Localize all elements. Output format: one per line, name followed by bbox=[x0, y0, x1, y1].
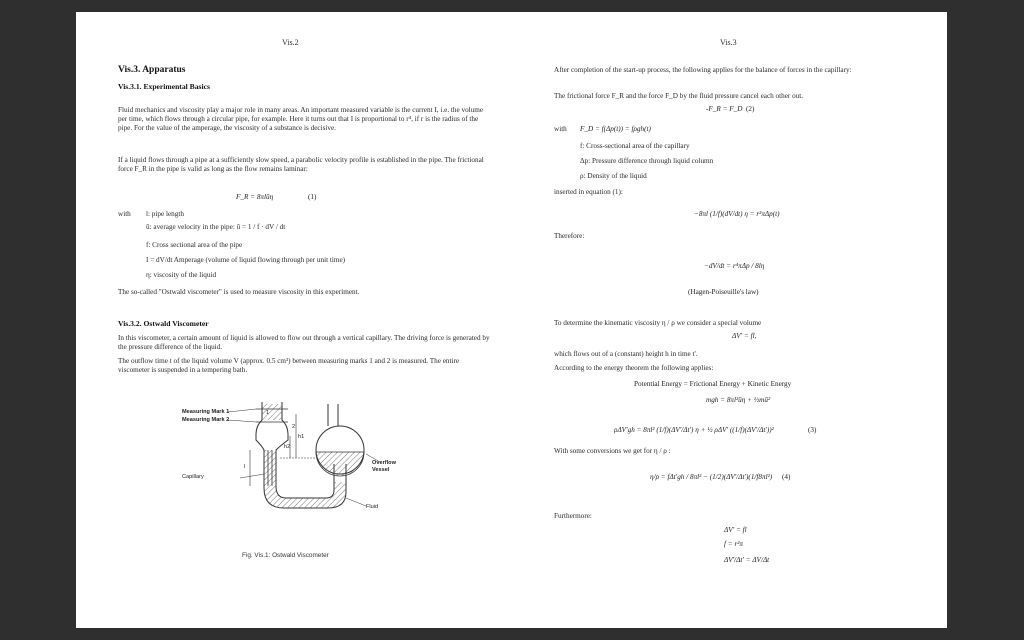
definition: l: pipe length bbox=[146, 210, 184, 218]
energy-equation: mgh = 8πl²ūη + ½mū² bbox=[706, 396, 771, 404]
relation: f = r²π bbox=[724, 540, 743, 548]
h2-label: h2 bbox=[284, 444, 291, 450]
equation-number: (1) bbox=[308, 193, 317, 201]
mark-2-digit: 2 bbox=[292, 424, 296, 430]
equation-number: (2) bbox=[746, 105, 755, 113]
paragraph: which flows out of a (constant) height h in time t'. bbox=[554, 350, 698, 358]
hagen-poiseuille-label: (Hagen-Poiseuille's law) bbox=[688, 288, 759, 296]
volume-equation: ΔV' = fl, bbox=[732, 332, 757, 340]
relation: ΔV'/Δt' = ΔV/Δt bbox=[724, 556, 770, 564]
definition: Δp: Pressure difference through liquid column bbox=[580, 157, 714, 165]
definition: I = dV/dt Amperage (volume of liquid flowing through per unit time) bbox=[146, 256, 346, 264]
measuring-mark-1-label: Measuring Mark 1 bbox=[182, 409, 230, 415]
therefore-label: Therefore: bbox=[554, 232, 585, 240]
subsection-title: Vis.3.1. Experimental Basics bbox=[118, 82, 210, 91]
equation-1: F_R = 8πlūη bbox=[236, 193, 274, 201]
paragraph: With some conversions we get for η / ρ : bbox=[554, 447, 671, 455]
overflow-vessel-label: Overflow Vessel bbox=[372, 460, 396, 473]
page-header-right: Vis.3 bbox=[720, 38, 737, 47]
mark-1-digit: 1 bbox=[266, 410, 270, 416]
section-title: Vis.3.2. Ostwald Viscometer bbox=[118, 319, 209, 328]
figure-caption: Fig. Vis.1: Ostwald Viscometer bbox=[242, 552, 329, 559]
hagen-poiseuille-equation: −dV/dt = r⁴πΔp / 8lη bbox=[704, 262, 765, 270]
definition: ū: average velocity in the pipe: ū = 1 / f · dV / dt bbox=[146, 223, 286, 231]
equation-3: ρΔV'gh = 8πl² (1/f)(ΔV'/Δt') η + ½ ρΔV' ((1/f)(ΔV'/Δt'))² bbox=[614, 426, 774, 434]
paragraph: The so-called "Ostwald viscometer" is used to measure viscosity in this experiment. bbox=[118, 288, 360, 296]
relation: ΔV' = fl bbox=[724, 526, 747, 534]
paragraph: Fluid mechanics and viscosity play a major role in many areas. An important measured variable is the current I, i.e. the volume per time, which flows through a circular pipe, for example. Here it turns out that I is proportional to r⁴, if r is the radius of the pipe. For the value of the amperage, the viscosity of a substance is decisive. bbox=[118, 106, 484, 132]
paragraph: The frictional force F_R and the force F_D by the fluid pressure cancel each other out. bbox=[554, 92, 804, 100]
equation-number: (3) bbox=[808, 426, 817, 434]
page-header-left: Vis.2 bbox=[282, 38, 299, 47]
with-label: with bbox=[554, 125, 567, 133]
paragraph: After completion of the start-up process, the following applies for the balance of forces in the capillary: bbox=[554, 66, 852, 74]
equation-number: (4) bbox=[782, 473, 791, 481]
definition: f: Cross-sectional area of the capillary bbox=[580, 142, 690, 150]
h1-label: h1 bbox=[298, 434, 305, 440]
paragraph: If a liquid flows through a pipe at a sufficiently slow speed, a parabolic velocity profile is established in the pipe. The frictional force F_R in the pipe is valid as long as the flow remains laminar: bbox=[118, 156, 484, 173]
definition: η: viscosity of the liquid bbox=[146, 271, 217, 279]
fluid-label: Fluid bbox=[366, 504, 379, 510]
definition: ρ: Density of the liquid bbox=[580, 172, 647, 180]
equation-4: η/ρ = fΔt'gh / 8πl² − (1/2)(ΔV'/Δt')(1/f8πl²) bbox=[650, 473, 773, 481]
section-title: Vis.3. Apparatus bbox=[118, 65, 186, 75]
capillary-label: Capillary bbox=[182, 474, 204, 480]
paragraph: The outflow time t of the liquid volume V (approx. 0.5 cm³) between measuring marks 1 and 2 is measured. The entire viscometer is suspended in a tempering bath. bbox=[118, 357, 460, 374]
ostwald-viscometer-figure bbox=[180, 400, 440, 518]
inserted-equation: −8πl (1/f)(dV/dt) η = r²πΔp(t) bbox=[694, 210, 780, 218]
with-label: with bbox=[118, 210, 131, 218]
document-page-spread bbox=[76, 12, 947, 628]
paragraph: In this viscometer, a certain amount of liquid is allowed to flow out through a vertical capillary. The driving force is generated by the pressure difference of the liquid. bbox=[118, 334, 490, 351]
equation-2: -F_R = F_D bbox=[706, 105, 743, 113]
definition: f: Cross sectional area of the pipe bbox=[146, 241, 243, 249]
energy-balance: Potential Energy = Frictional Energy + Kinetic Energy bbox=[634, 380, 792, 388]
paragraph: According to the energy theorem the following applies: bbox=[554, 364, 714, 372]
paragraph: inserted in equation (1): bbox=[554, 188, 623, 196]
paragraph: To determine the kinematic viscosity η / ρ we consider a special volume bbox=[554, 319, 762, 327]
furthermore-label: Furthermore: bbox=[554, 512, 592, 520]
pressure-force-equation: F_D = f(Δp(t)) = fρgh(t) bbox=[580, 125, 651, 133]
measuring-mark-2-label: Measuring Mark 2 bbox=[182, 417, 230, 423]
l-label: l bbox=[244, 464, 246, 470]
